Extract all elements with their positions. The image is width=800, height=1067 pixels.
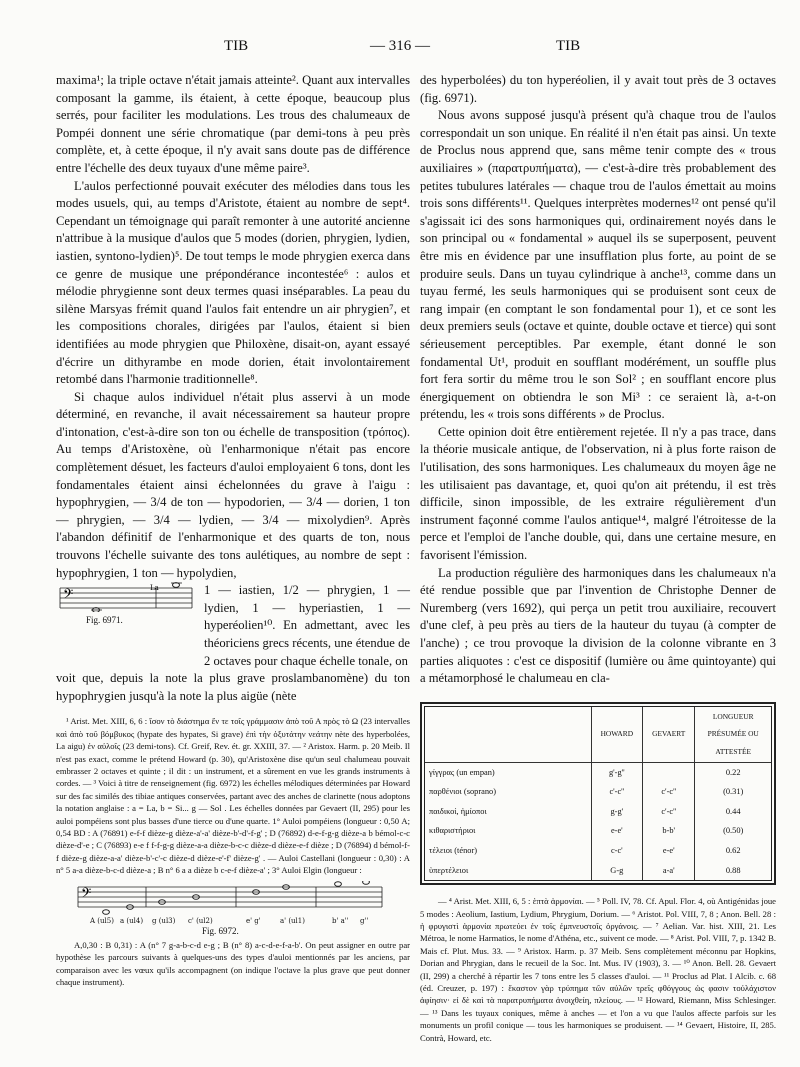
left-paragraph-3-end: voit que, depuis la note la plus grave proslambanomène) du ton hypophrygien jusqu'à la note la plus aigüe (nète bbox=[56, 671, 410, 703]
svg-text:A (ul5): A (ul5) bbox=[90, 916, 114, 925]
table-row bbox=[425, 782, 771, 802]
right-column bbox=[420, 72, 776, 1044]
header-left-title: TIB bbox=[224, 38, 249, 54]
header-right-title: TIB bbox=[556, 38, 581, 54]
footnotes-4-14: — ⁴ Arist. Met. XIII, 6, 5 : ἑπτὰ ἁρμονίαι. — ⁵ Poll. IV, 78. Cf. Apul. Flor. 4, où Antigénidas joue 5 modes : Aeolium, Iastium, Lydium, Phrygium, Dorium. — ⁶ Aristot. Pol. VIII, 7, 8 ; Anon. Bell. 28 : ἡ φρυγιστὶ ἁρμονία πρωτεύει ἐν τοῖς ἐμπνευστοῖς ὀργάνοις. — ⁷ Aelian. Var. hist. XIII, 21. Les Métroa, le nome Harmatios, le nome d'Athéna, etc., suivent ce mode. — ⁸ Arist. Pol. VIII, 7, p. 1342 B. Mais cf. Plut. Mus. 33. — ⁹ Aristox. Harm. p. 37 Meib. Sens complètement méconnu par Hopkins, Dorian and Phrygian, dans le recueil de la Soc. Int. Mus. IV (1903), 3. — ¹⁰ Anon. Bell. 28. Gevaert (II, 299) a cherché à répartir les 7 tons entre les 5 classes d'auloi. — ¹¹ Proclus ad Plat. I Alcib. c. 68 (éd. Creuzer, p. 197) : ἕκαστον γὰρ τρύπημα τῶν αὐλῶν τρεῖς φθόγγους ὡς φασιν τοὐλάχιστον ἀφίησιν· εἰ δὲ καὶ τὰ παρατρυπήματα ἀνοιχθείη, πλείους. — ¹² Howard, Riemann, Miss Schlesinger. — ¹³ Dans les tuyaux coniques, même à anches — et l'on a vu que l'aulos affecte parfois sur les monuments un profil conique — tous les harmoniques se produisent. — ¹⁴ Gevaert, Histoire, II, 285. Contrà, Howard, etc. bbox=[420, 896, 776, 1043]
table-cell: παιδικοί, ἡμίοποι bbox=[429, 806, 487, 816]
table-header-cell: GEVAERT bbox=[643, 707, 695, 762]
left-paragraph-2: L'aulos perfectionné pouvait exécuter des mélodies dans tous les modes usuels, qui, au temps d'Aristote, étaient au nombre de sept⁴. Cependant un témoignage qui paraît remonter à une autorité ancienne n'attribue à la musique d'aulos que 5 modes (dorien, phrygien, lydien, iastien, syntono-lydien)⁵. De tout temps le mode phrygien exerca dans ce genre de musique une prépondérance incontestée⁶ : aulos et mélodie phrygienne sont deux termes quasi inséparables. La peau du silène Marsyas frémit quand l'aulos fait entendre un air phrygien⁷, et les compositions chorales, dirigées par l'aulos, étaient si bien identifiées au mode phrygien que Philoxène, disait-on, ayant essayé d'écrire un dithyrambe en mode dorien, était involontairement retombé dans l'harmonie traditionnelle⁸. bbox=[56, 178, 410, 387]
table-cell: τέλειοι (ténor) bbox=[429, 845, 478, 855]
table-cell: G-g bbox=[591, 861, 642, 881]
table-cell: a-a' bbox=[643, 861, 695, 881]
figure-6971 bbox=[56, 582, 204, 670]
left-paragraph-3-side: 1 — iastien, 1/2 — phrygien, 1 — lydien, 1 — hyperiastien, 1 — hyperéolien¹⁰. En admettant, avec les théoriciens grecs récents, une étendue de 2 octaves pour chaque échelle tonale, on bbox=[204, 583, 410, 668]
table-cell: 0.44 bbox=[695, 802, 771, 822]
figure-6971-block bbox=[56, 582, 410, 670]
table-cell: g-g' bbox=[591, 802, 642, 822]
table-cell: (0.50) bbox=[695, 821, 771, 841]
table-cell: c-c' bbox=[591, 841, 642, 861]
table-cell: παρθένιοι (soprano) bbox=[429, 787, 496, 797]
music-staff-icon bbox=[56, 582, 196, 612]
page-number: — 316 — bbox=[370, 38, 430, 54]
table-row bbox=[425, 861, 771, 881]
table-cell: g'-g'' bbox=[591, 762, 642, 782]
svg-text:b' a'': b' a'' bbox=[332, 916, 349, 925]
table-header-row bbox=[425, 707, 771, 762]
table-row bbox=[425, 802, 771, 822]
table-cell: e-e' bbox=[591, 821, 642, 841]
table-cell: 0.88 bbox=[695, 861, 771, 881]
table-cell: 0.62 bbox=[695, 841, 771, 861]
svg-text:𝄢: 𝄢 bbox=[81, 884, 92, 904]
table-cell: κιθαριστήριοι bbox=[429, 826, 476, 836]
fig-6971-caption: Fig. 6971. bbox=[86, 615, 123, 626]
table-cell: c'-c'' bbox=[643, 782, 695, 802]
svg-text:g (ul3): g (ul3) bbox=[152, 916, 176, 925]
left-paragraph-1: maxima¹; la triple octave n'était jamais atteinte². Quant aux intervalles composant la gamme, ils étaient, à cette époque, beaucoup plus serrés, pour faciliter les modulations. Les trous des chalumeaux de Pompéi donnent une série chromatique (par demi-tons à peu près complète, et, à cette époque, il n'y avait sans doute pas de différence entre l'échelle des deux tuyaux d'une même paire³. bbox=[56, 73, 410, 175]
svg-text:c' (ul2): c' (ul2) bbox=[188, 916, 213, 925]
fig-6972-caption: Fig. 6972. bbox=[202, 925, 239, 936]
table-row bbox=[425, 841, 771, 861]
svg-text:e' g': e' g' bbox=[246, 916, 261, 925]
aulos-range-table bbox=[420, 702, 776, 885]
table-cell: b-b' bbox=[643, 821, 695, 841]
table-cell: c'-c'' bbox=[643, 802, 695, 822]
left-footnotes bbox=[56, 715, 410, 988]
svg-text:g'': g'' bbox=[360, 916, 369, 925]
right-paragraph-1: des hyperbolées) du ton hyperéolien, il y avait tout près de 3 octaves (fig. 6971). bbox=[420, 73, 776, 105]
footnote-1-3: ¹ Arist. Met. XIII, 6, 6 : ἴσον τὸ διάστημα ἔν τε τοῖς γράμμασιν ἀπὸ τοῦ Α πρὸς τὸ Ω (23 intervalles καὶ ἀπὸ τοῦ βόμβυκος (hypate des hypates, Si grave) ἐπὶ τὴν ὀξυτάτην νεάτην nète des hyperbolées, La aigu) ἐν αὐλοῖς (23 demi-tons). Cf. Greif, Rev. ét. gr. XXIII, 37. — ² Aristox. Harm. p. 20 Meib. Il n'est pas exact, comme le prétend Howard (p. 30), qu'Aristoxène dise qu'un seul chalumeau pouvait embrasser 2 octaves et quinte ; il dit : un instrument, et a sûrement en vue les grands instruments à cordes. — ³ Voici à titre de renseignement (fig. 6972) les échelles mélodiques déterminées par Howard sur des fac similés des tibiae antiques conservées, partant avec des anches de clarinette (nous adoptons la notation anglaise : a = La, b = Si... g — Sol . Les échelles données par Gevaert (II, 295) pour les auloi pompéiens sont plus basses d'une tierce ou d'une quarte. 1° Auloi pompéiens (longueur : 0,50 Α; 0,54 BD : A (76891) e-f-f dièze-g dièze-a'-a' dièze-b'-d'-f-g' ; D (76892) d-e-f-g-g dièze-a b bémol-c-c dièze-d'-e ; C (76893) e-e f f-f-g-g dièze-a-a dièze-b-c-c dièze-d dièze-e-f dièze ; D (76894) d bémol-f-f dièze-g dièze-a-a' dièze-b'-c'-c dièze-d dièze-e'-f' dièze-g' . — Auloi Castellani (longueur : 0,30) : A n° 5 a-a dièze-b-c-d dièze-a ; B n° 6 a a dièze b c-e-f dièze-a' ; 3° Auloi Elgin (longueur : bbox=[56, 716, 410, 876]
right-paragraph-3: Cette opinion doit être entièrement rejetée. Il n'y a pas trace, dans la théorie musicale antique, de l'observation, ni à plus forte raison de l'utilisation, des sons harmoniques. Les chalumeaux du moyen âge ne les utilisaient pas davantage, et, quoi qu'on ait prétendu, il est très difficile, sinon impossible, de les extraire régulièrement d'un instrument façonné comme l'aulos antique¹⁴, malgré l'étroitesse de la perce et l'emploi de l'anche double, qui, dans une certaine mesure, en favorisent l'émission. bbox=[420, 424, 776, 563]
table-row bbox=[425, 821, 771, 841]
right-footnotes bbox=[420, 895, 776, 1044]
page-header bbox=[0, 38, 800, 60]
table-cell: c'-c'' bbox=[591, 782, 642, 802]
table-cell: e-e' bbox=[643, 841, 695, 861]
left-column bbox=[56, 72, 410, 989]
table-cell: (0.31) bbox=[695, 782, 771, 802]
svg-text:a (ul4): a (ul4) bbox=[120, 916, 144, 925]
table-header-cell: LONGUEUR PRÉSUMÉE OU ATTESTÉE bbox=[695, 707, 771, 762]
svg-text:𝄢: 𝄢 bbox=[63, 586, 74, 606]
footnote-1-3-end: Α,0,30 : B 0,31) : A (n° 7 g-a-b-c-d e-g ; B (n° 8) a-c-d-e-f-a-b'. On peut assigner en outre par hypothèse les parcours suivants à quelques-uns des types d'auloi mentionnés par les anciens, par comparaison avec les vœux qu'ils accompagnent (on indique l'octave la plus grave que peut donner chaque instrument). bbox=[56, 940, 410, 988]
right-paragraph-2: Nous avons supposé jusqu'à présent qu'à chaque trou de l'aulos correspondait un son unique. En réalité il n'en était pas ainsi. Un texte de Proclus nous apprend que, sans même tenir compte des « trous auxiliaires » (παρατρυπήματα), — c'est-à-dire très probablement des petites tubulures latérales — chaque trou de l'aulos émettait au moins trois sons différents¹¹. Quelques interprètes modernes¹² ont pensé qu'il s'agissait ici des sons harmoniques qui, ordinairement noyés dans le son principal ou « fondamental » auquel ils se superposent, peuvent être mis en évidence par une insufflation plus forte, au point de se produire seuls. Dans un tuyau cylindrique à anche¹³, comme dans un tuyau fermé, les seuls harmoniques qui se produisent sont ceux de rang impair (en comptant le son fondamental pour 1), et ce sont les deux premiers seuls (octave et quinte, double octave et tierce) qui sont sérieusement perceptibles. Par exemple, étant donné le son fondamental Ut¹, produit en soufflant modérément, un souffle plus fort fera sortir du même trou le son Sol² ; en soufflant encore plus énergiquement on obtiendra le son Mi³ : ce seraient là, a-t-on prétendu, les « trois sons différents » de Proclus. bbox=[420, 108, 776, 422]
svg-text:a' (ul1): a' (ul1) bbox=[280, 916, 305, 925]
left-paragraph-3: Si chaque aulos individuel n'était plus asservi à un mode déterminé, en revanche, il avait nécessairement sa hauteur propre d'intonation, c'est-à-dire son ton ou échelle de transposition (τρόπος). Au temps d'Aristoxène, où l'enharmonique n'était pas encore complètement désuet, les facteurs d'auloi employaient 6 tons, dont les fondamentales étaient ainsi échelonnées du grave à l'aigu : hypophrygien, — 3/4 de ton — hypodorien, — 3/4 — dorien, 1 ton — phrygien, — 3/4 — lydien, — 3/4 — mixolydien⁹. Après l'abandon définitif de l'enharmonique et des quarts de ton, nous trouvons l'échelle suivante des tons aulétiques, au nombre de sept : hypophrygien, 1 ton — hypolydien, bbox=[56, 389, 410, 580]
table-cell: γίγγρας (un empan) bbox=[429, 767, 495, 777]
figure-6972 bbox=[76, 881, 410, 937]
table-header-cell: HOWARD bbox=[591, 707, 642, 762]
table-cell: 0.22 bbox=[695, 762, 771, 782]
table-cell bbox=[643, 762, 695, 782]
right-paragraph-4: La production régulière des harmoniques dans les chalumeaux n'a été rendue possible que par l'invention de Christophe Denner de Nuremberg (vers 1692), qui perça un petit trou auxiliaire, recouvert d'une clef, à peu près au tiers de la hauteur du tuyau (à compter de l'anche) ; ce trou provoque la division de la colonne vibrante en 3 parties aliquotes : c'est ce dispositif (lumière ou âme quintoyante) qui a métamorphosé le chalumeau en cla- bbox=[420, 565, 776, 686]
table-row bbox=[425, 762, 771, 782]
svg-text:La: La bbox=[150, 584, 159, 593]
table-cell: ὑπερτέλειοι bbox=[429, 865, 469, 875]
table-header-cell bbox=[425, 707, 591, 762]
music-staff-ranges-icon bbox=[76, 881, 386, 925]
